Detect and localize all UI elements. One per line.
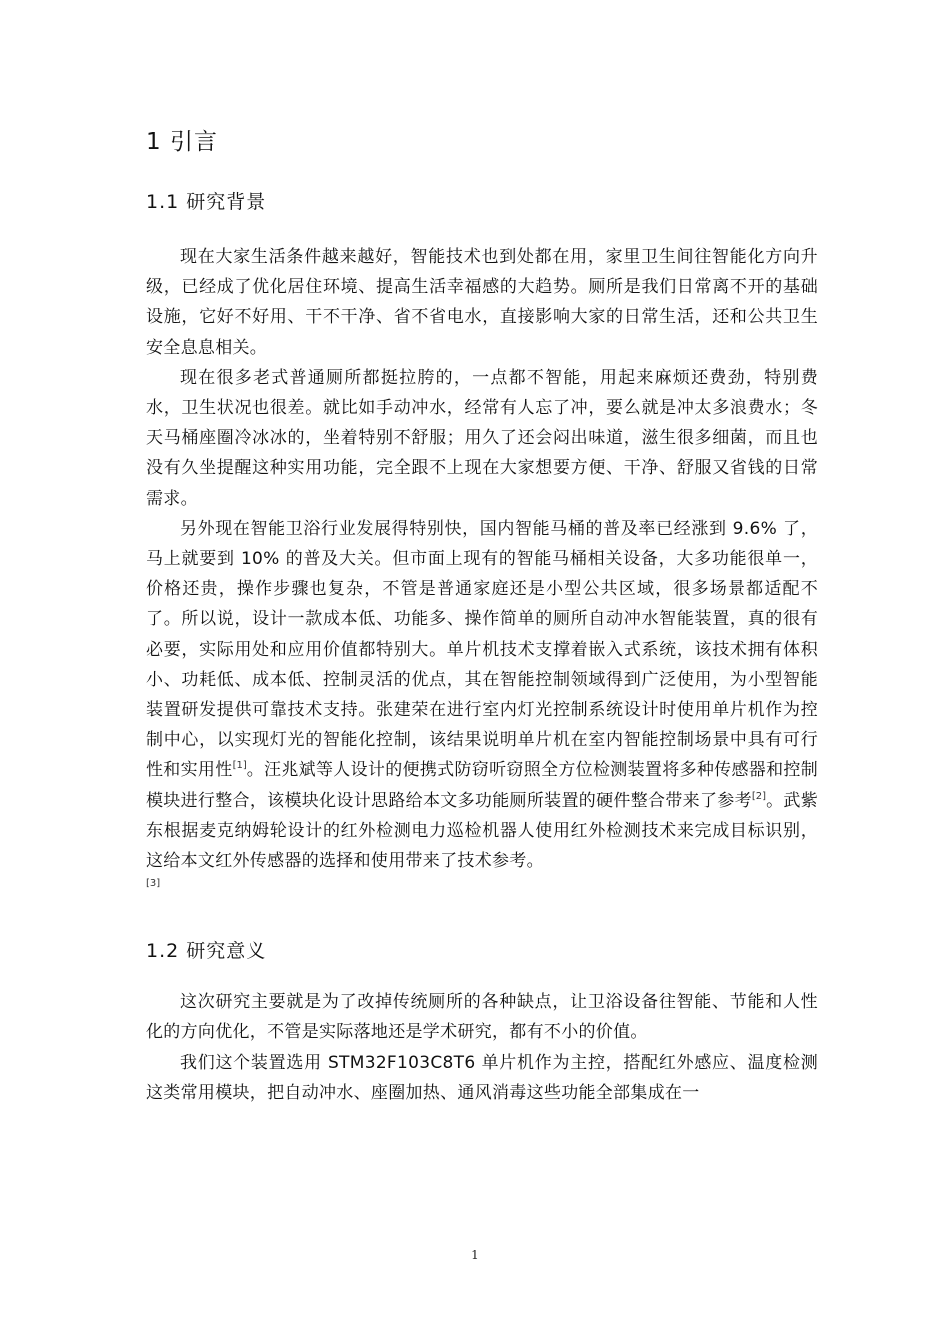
section-significance-body: [146, 987, 818, 1108]
section-heading-significance: 1.2 研究意义: [146, 940, 267, 963]
page-number: 1: [471, 1248, 479, 1262]
paragraph-text: 。汪兆斌等人设计的便携式防窃听窃照全方位检测装置将多种传感器和控制模块进行整合，该模块化设计思路给本文多功能厕所装置的硬件整合带来了参考: [146, 760, 818, 811]
chapter-title: 1 引言: [146, 129, 218, 155]
section-heading-background: 1.1 研究背景: [146, 191, 267, 213]
section-heading-block-significance: [146, 935, 818, 967]
paragraph-with-citations: [146, 514, 818, 876]
paragraph-text: 另外现在智能卫浴行业发展得特别快，国内智能马桶的普及率已经涨到 9.6% 了，马上就要到 10% 的普及大关。但市面上现有的智能马桶相关设备，大多功能很单一，价格还贵，操作步骤也复杂，不管是普通家庭还是小型公共区域，很多场景都适配不了。所以说，设计一款成本低、功能多、操作简单的厕所自动冲水智能装置，真的很有必要，实际用处和应用价值都特别大。单片机技术支撑着嵌入式系统，该技术拥有体积小、功耗低、成本低、控制灵活的优点，其在智能控制领域得到广泛使用，为小型智能装置研发提供可靠技术支持。张建荣在进行室内灯光控制系统设计时使用单片机作为控制中心，以实现灯光的智能化控制，该结果说明单片机在室内智能控制场景中具有可行性和实用性: [146, 518, 818, 781]
section-background-body: [146, 242, 818, 891]
paragraph: 现在大家生活条件越来越好，智能技术也到处都在用，家里卫生间往智能化方向升级，已经成了优化居住环境、提高生活幸福感的大趋势。厕所是我们日常离不开的基础设施，它好不好用、干不干净、省不省电水，直接影响大家的日常生活，还和公共卫生安全息息相关。: [146, 247, 818, 358]
paragraph: 现在很多老式普通厕所都挺拉胯的，一点都不智能，用起来麻烦还费劲，特别费水，卫生状况也很差。就比如手动冲水，经常有人忘了冲，要么就是冲太多浪费水；冬天马桶座圈冷冰冰的，坐着特别不舒服；用久了还会闷出味道，滋生很多细菌，而且也没有久坐提醒这种实用功能，完全跟不上现在大家想要方便、干净、舒服又省钱的日常需求。: [146, 367, 818, 509]
section-heading-block-background: [146, 186, 818, 218]
paragraph: 这次研究主要就是为了改掉传统厕所的各种缺点，让卫浴设备往智能、节能和人性化的方向优化，不管是实际落地还是学术研究，都有不小的价值。: [146, 992, 818, 1043]
citation-marker: [3]: [146, 878, 161, 890]
page-body: [146, 124, 818, 1108]
chapter-heading-block: [146, 124, 818, 160]
citation-marker: [1]: [232, 760, 247, 772]
paragraph-text: 。武紫东根据麦克纳姆轮设计的红外检测电力巡检机器人使用红外检测技术来完成目标识别，这给本文红外传感器的选择和使用带来了技术参考。: [146, 790, 818, 872]
paragraph: 我们这个装置选用 STM32F103C8T6 单片机作为主控，搭配红外感应、温度检测这类常用模块，把自动冲水、座圈加热、通风消毒这些功能全部集成在一: [146, 1052, 818, 1103]
citation-marker: [2]: [751, 790, 767, 802]
